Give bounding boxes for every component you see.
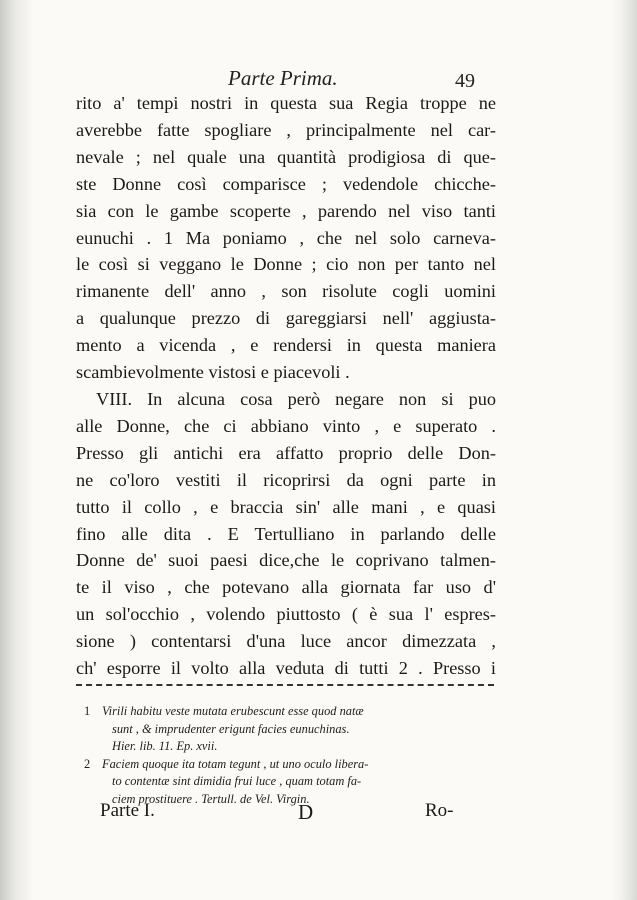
page-number: 49 (455, 70, 475, 92)
text-line: rito a' tempi nostri in questa sua Regia troppe ne (76, 93, 496, 113)
footnote-line: sunt , & imprudenter erigunt facies eunuchinas. (112, 721, 350, 736)
text-line: Presso gli antichi era affatto proprio delle Don- (76, 442, 496, 463)
text-line: scambievolmente vistosi e piacevoli . (76, 362, 350, 383)
text-line: rimanente dell' anno , son risolute cogli uomini (76, 281, 496, 302)
text-line: ch' esporre il volto alla veduta di tutti 2 . Presso i (76, 658, 496, 679)
signature-mark: D (298, 800, 314, 824)
running-title: Parte Prima. (228, 66, 338, 90)
footnote-line: to contentæ sint dimidia frui luce , quam totam fa- (112, 774, 362, 789)
signature-part-label: Parte I. (100, 800, 155, 821)
text-line: mento a vicenda , e rendersi in questa maniera (76, 335, 496, 356)
page-edge-shadow (611, 0, 637, 900)
text-line: un sol'occhio , volendo piuttosto ( è sua l' espres- (76, 604, 496, 625)
text-line: tutto il collo , e braccia sin' alle mani , e quasi (76, 496, 496, 517)
footnote-divider (76, 684, 494, 686)
footnote-marker: 1 (84, 704, 91, 718)
footnote-1 (84, 703, 494, 756)
text-line: ne co'loro vestiti il ricoprirsi da ogni parte in (76, 469, 496, 490)
text-line: VIII. In alcuna cosa però negare non si puo (96, 388, 496, 409)
footnote-marker: 2 (84, 756, 91, 771)
text-line: Donne de' suoi paesi dice,che le coprivano talmen- (76, 550, 496, 571)
text-line: sia con le gambe scoperte , parendo nel viso tanti (76, 200, 496, 221)
footnotes (84, 703, 494, 809)
text-line: fino alle dita . E Tertulliano in parlando delle (76, 523, 496, 544)
text-line: sione ) contentarsi d'una luce ancor dimezzata , (76, 631, 496, 652)
footnote-line: Hier. lib. 11. Ep. xvii. (112, 739, 218, 754)
text-line: te il viso , che potevano alla giornata far uso d' (76, 577, 496, 598)
text-line: nevale ; nel quale una quantità prodigiosa di que- (76, 146, 496, 167)
footnote-line: Faciem quoque ita totam tegunt , ut uno oculo libera- (102, 756, 369, 771)
footnote-line: ciem prostituere . Tertull. de Vel. Virgin. (112, 791, 310, 806)
text-line: a qualunque prezzo di gareggiarsi nell' aggiusta- (76, 308, 496, 329)
text-line: alle Donne, che ci abbiano vinto , e superato . (76, 415, 496, 436)
text-line: le così si veggano le Donne ; cio non per tanto nel (76, 254, 496, 275)
text-line: averebbe fatte spogliare , principalmente nel car- (76, 119, 496, 140)
text-line: eunuchi . 1 Ma poniamo , che nel solo carneva- (76, 227, 496, 248)
text-line: ste Donne così comparisce ; vedendole chicche- (76, 173, 496, 194)
body-text (76, 90, 496, 682)
catchword: Ro- (425, 800, 454, 821)
footnote-line: Virili habitu veste mutata erubescunt esse quod natæ (102, 704, 364, 718)
page-gutter-shadow (0, 0, 34, 900)
